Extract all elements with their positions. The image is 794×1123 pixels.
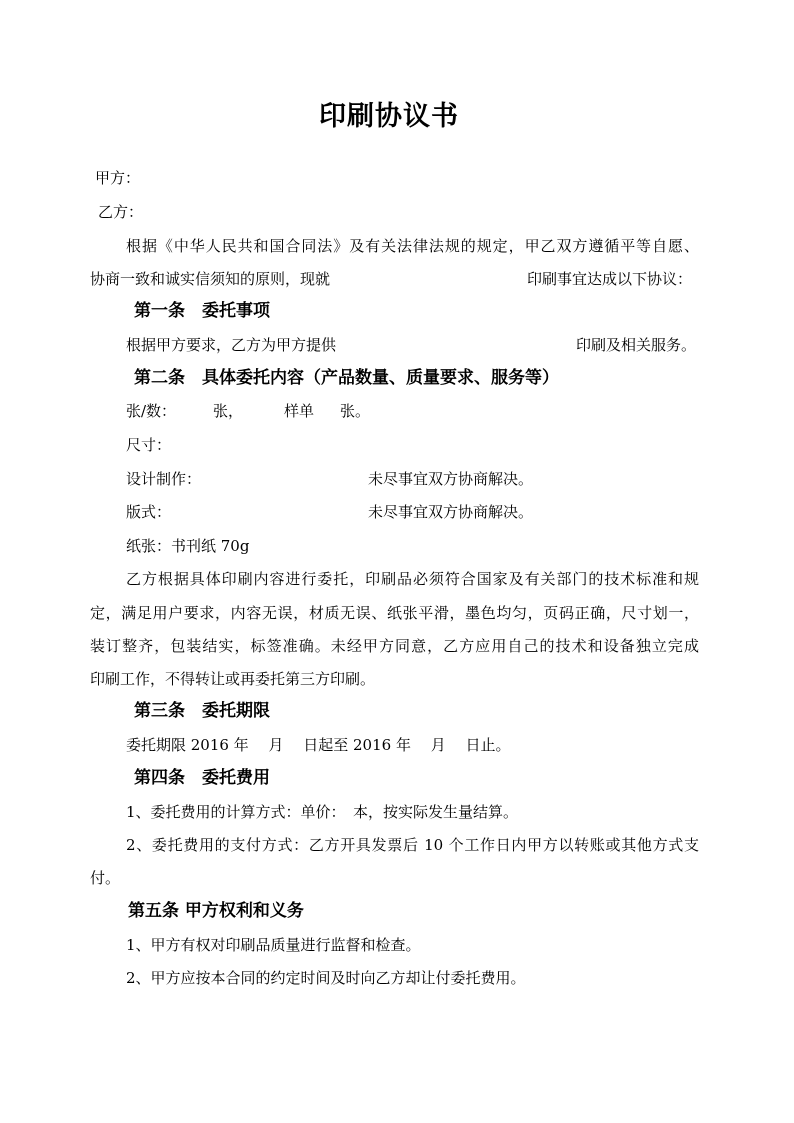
quantity-label: 张/数： (126, 402, 177, 420)
fee-item-1: 1、委托费用的计算方式：单价： 本，按实际发生量结算。 (126, 803, 519, 821)
article-1-text-right: 印刷及相关服务。 (576, 336, 697, 354)
intro-line-1: 根据《中华人民共和国合同法》及有关法律法规的规定，甲乙双方遵循平等自愿、 (126, 237, 699, 255)
layout-label: 版式： (126, 503, 172, 521)
design-note: 未尽事宜双方协商解决。 (368, 470, 534, 488)
article-1-text-left: 根据甲方要求，乙方为甲方提供 (126, 336, 337, 354)
rights-item-1: 1、甲方有权对印刷品质量进行监督和检查。 (126, 936, 421, 954)
article-5-heading: 第五条 甲方权利和义务 (128, 901, 304, 921)
article-1-heading: 第一条 委托事项 (134, 301, 270, 321)
paper-spec: 纸张：书刊纸 70g (126, 537, 250, 555)
quality-para-line: 乙方根据具体印刷内容进行委托，印刷品必须符合国家及有关部门的技术标准和规 (126, 570, 699, 588)
article-3-heading: 第三条 委托期限 (134, 701, 270, 721)
intro-line-2-right: 印刷事宜达成以下协议： (527, 270, 693, 288)
party-b-label: 乙方： (98, 203, 144, 221)
page-title: 印刷协议书 (319, 101, 459, 132)
fee-item-2-line-2: 付。 (90, 869, 121, 887)
quality-para-line: 定，满足用户要求，内容无误，材质无误、纸张平滑，墨色均匀，页码正确，尺寸划一， (90, 604, 699, 622)
quantity-unit: 张， (213, 402, 244, 420)
article-2-heading: 第二条 具体委托内容（产品数量、质量要求、服务等） (134, 368, 559, 388)
term-text: 委托期限 2016 年 月 日起至 2016 年 月 日止。 (126, 736, 511, 754)
rights-item-2: 2、甲方应按本合同的约定时间及时向乙方却让付委托费用。 (126, 969, 526, 987)
sample-unit: 张。 (340, 402, 371, 420)
sample-label: 样单 (284, 402, 315, 420)
quality-para-line: 印刷工作，不得转让或再委托第三方印刷。 (90, 670, 376, 688)
quality-para-line: 装订整齐，包装结实，标签准确。未经甲方同意，乙方应用自己的技术和设备独立完成 (90, 637, 699, 655)
article-4-heading: 第四条 委托费用 (134, 768, 270, 788)
layout-note: 未尽事宜双方协商解决。 (368, 503, 534, 521)
fee-item-2-line-1: 2、委托费用的支付方式：乙方开具发票后 10 个工作日内甲方以转账或其他方式支 (126, 836, 699, 854)
design-label: 设计制作： (126, 470, 202, 488)
party-a-label: 甲方： (95, 169, 141, 187)
intro-line-2-left: 协商一致和诚实信须知的原则，现就 (90, 270, 331, 288)
size-label: 尺寸： (126, 436, 172, 454)
